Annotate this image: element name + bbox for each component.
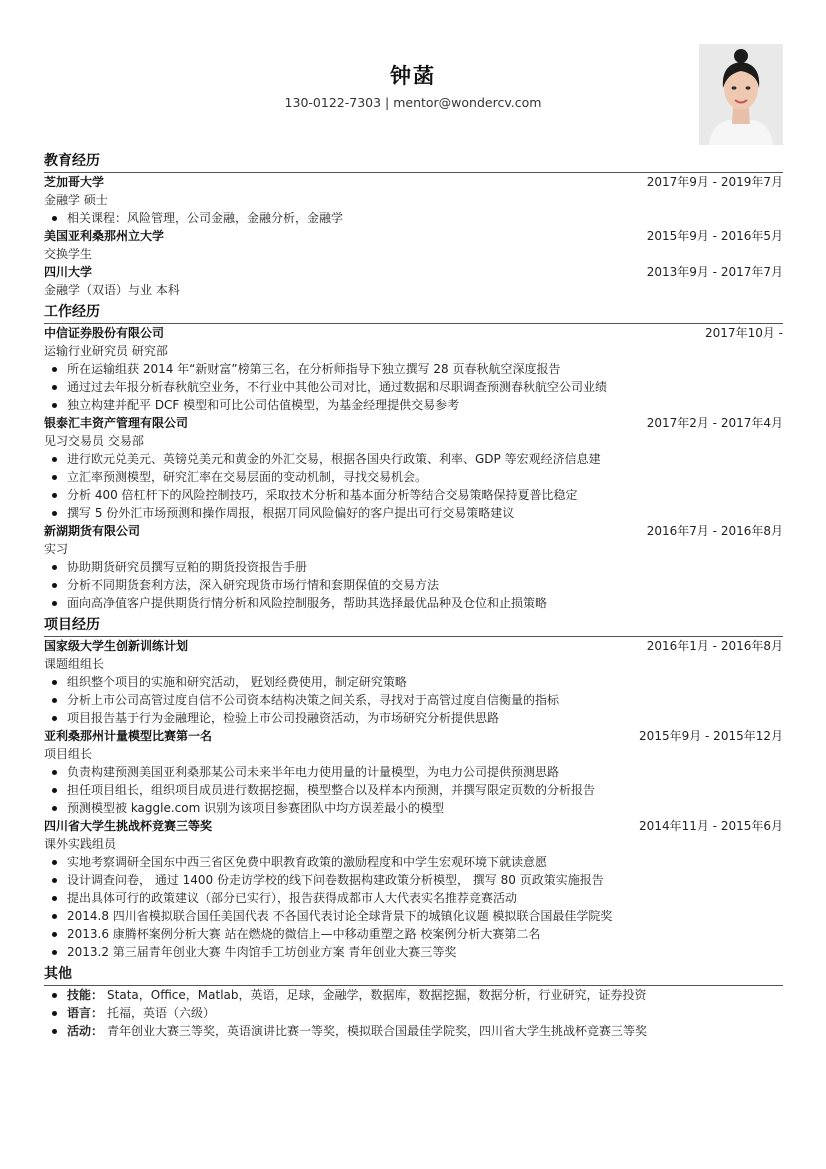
bullet-item: 面向高净值客户提供期货行情分析和风险控制服务，帮助其选择最优品种及仓位和止损策略 bbox=[44, 594, 783, 612]
profile-photo bbox=[699, 44, 783, 145]
project-name: 四川省大学生挑战杯竞赛三等奖 bbox=[44, 819, 213, 833]
languages-label: 语言： bbox=[67, 1006, 104, 1020]
project-entry bbox=[44, 727, 783, 817]
entry-date: 2017年10月 - bbox=[705, 326, 783, 340]
candidate-name: 钟菡 bbox=[390, 64, 436, 88]
languages-value: 托福，英语（六级） bbox=[107, 1006, 216, 1020]
entry-date: 2015年9月 - 2016年5月 bbox=[646, 229, 783, 243]
bullet-item: 撰写 5 份外汇市场预测和操作周报，根据丌同风险偏好的客户提出可行交易策略建议 bbox=[44, 504, 783, 522]
other-item-skills bbox=[44, 986, 783, 1004]
entry-date: 2017年9月 - 2019年7月 bbox=[646, 175, 783, 189]
bullet-item: 所在运输组获 2014 年“新财富”榜第三名，在分析师指导下独立撰写 28 页春秋航空深度报告 bbox=[44, 360, 783, 378]
bullet-item: 独立构建并配平 DCF 模型和可比公司估值模型，为基金经理提供交易参考 bbox=[44, 396, 783, 414]
school-name: 芝加哥大学 bbox=[44, 175, 105, 189]
activities-label: 活动： bbox=[67, 1024, 104, 1038]
entry-date: 2014年11月 - 2015年6月 bbox=[639, 819, 783, 833]
school-name: 美国亚利桑那州立大学 bbox=[44, 229, 165, 243]
entry-date: 2016年1月 - 2016年8月 bbox=[646, 639, 783, 653]
job-role: 实习 bbox=[44, 542, 69, 556]
section-title-other: 其他 bbox=[44, 964, 783, 986]
resume-content bbox=[44, 148, 783, 1040]
entry-date: 2017年2月 - 2017年4月 bbox=[646, 416, 783, 430]
job-role: 见习交易员 交易部 bbox=[44, 434, 144, 448]
school-name: 四川大学 bbox=[44, 265, 93, 279]
contact-info: 130-0122-7303 | mentor@wondercv.com bbox=[284, 95, 542, 110]
bullet-item: 实地考察调研全国东中西三省区免费中职教育政策的激励程度和中学生宏观环境下就读意愿 bbox=[44, 853, 783, 871]
bullet-item: 进行欧元兑美元、英镑兑美元和黄金的外汇交易，根据各国央行政策、利率、GDP 等宏观经济信息建 bbox=[44, 450, 783, 468]
degree: 金融学 硕士 bbox=[44, 193, 108, 207]
portrait-image bbox=[699, 44, 783, 145]
bullet-item: 2013.6 康腾杯案例分析大赛 站在燃烧的微信上—中移动重塑之路 校案例分析大赛第二名 bbox=[44, 925, 783, 943]
work-entry bbox=[44, 522, 783, 612]
job-role: 运输行业研究员 研究部 bbox=[44, 344, 168, 358]
section-title-projects: 项目经历 bbox=[44, 615, 783, 637]
activities-value: 青年创业大赛三等奖，英语演讲比赛一等奖，模拟联合国最佳学院奖，四川省大学生挑战杯竞赛三等奖 bbox=[107, 1024, 648, 1038]
work-section bbox=[44, 302, 783, 612]
bullet-item: 通过过去年报分析春秋航空业务，不行业中其他公司对比，通过数据和尽职调查预测春秋航空公司业绩 bbox=[44, 378, 783, 396]
bullet-item: 提出具体可行的政策建议（部分已实行），报告获得成都市人大代表实名推荐竞赛活动 bbox=[44, 889, 783, 907]
bullet-item: 协助期货研究员撰写豆粕的期货投资报告手册 bbox=[44, 558, 783, 576]
project-role: 课外实践组员 bbox=[44, 837, 117, 851]
section-title-work: 工作经历 bbox=[44, 302, 783, 324]
project-entry bbox=[44, 637, 783, 727]
project-role: 课题组组长 bbox=[44, 657, 105, 671]
bullet-item: 2013.2 第三届青年创业大赛 牛肉馆手工坊创业方案 青年创业大赛三等奖 bbox=[44, 943, 783, 961]
other-item-languages bbox=[44, 1004, 783, 1022]
bullet-item: 设计调查问卷， 通过 1400 份走访学校的线下问卷数据构建政策分析模型， 撰写 80 页政策实施报告 bbox=[44, 871, 783, 889]
bullet-item: 分析不同期货套利方法，深入研究现货市场行情和套期保值的交易方法 bbox=[44, 576, 783, 594]
skills-label: 技能： bbox=[67, 988, 104, 1002]
degree: 交换学生 bbox=[44, 247, 93, 261]
project-name: 亚利桑那州计量模型比赛第一名 bbox=[44, 729, 213, 743]
company-name: 新湖期货有限公司 bbox=[44, 524, 141, 538]
projects-section bbox=[44, 615, 783, 961]
other-item-activities bbox=[44, 1022, 783, 1040]
entry-date: 2016年7月 - 2016年8月 bbox=[646, 524, 783, 538]
education-entry bbox=[44, 227, 783, 263]
work-entry bbox=[44, 414, 783, 522]
education-entry bbox=[44, 263, 783, 299]
bullet-item: 预测模型被 kaggle.com 识别为该项目参赛团队中均方误差最小的模型 bbox=[44, 799, 783, 817]
company-name: 银泰汇丰资产管理有限公司 bbox=[44, 416, 189, 430]
work-entry bbox=[44, 324, 783, 414]
bullet-item: 担任项目组长，组织项目成员进行数据挖掘，模型整合以及样本内预测，并撰写限定页数的分析报告 bbox=[44, 781, 783, 799]
education-entry bbox=[44, 173, 783, 227]
company-name: 中信证券股份有限公司 bbox=[44, 326, 165, 340]
bullet-item: 相关课程：风险管理，公司金融，金融分析，金融学 bbox=[44, 209, 783, 227]
entry-date: 2013年9月 - 2017年7月 bbox=[646, 265, 783, 279]
bullet-item: 分析 400 倍杠杆下的风险控制技巧，采取技术分析和基本面分析等结合交易策略保持夏普比稳定 bbox=[44, 486, 783, 504]
bullet-item: 项目报告基于行为金融理论，检验上市公司投融资活动，为市场研究分析提供思路 bbox=[44, 709, 783, 727]
other-section bbox=[44, 964, 783, 1040]
education-section bbox=[44, 151, 783, 299]
skills-value: Stata，Office，Matlab，英语，足球，金融学，数据库，数据挖掘，数据分析，行业研究，证券投资 bbox=[107, 988, 647, 1002]
section-title-education: 教育经历 bbox=[44, 151, 783, 173]
bullet-item: 分析上市公司高管过度自信不公司资本结构决策之间关系，寻找对于高管过度自信衡量的指标 bbox=[44, 691, 783, 709]
bullet-item: 2014.8 四川省模拟联合国任美国代表 不各国代表讨论全球背景下的城镇化议题 模拟联合国最佳学院奖 bbox=[44, 907, 783, 925]
entry-date: 2015年9月 - 2015年12月 bbox=[639, 729, 783, 743]
project-name: 国家级大学生创新训练计划 bbox=[44, 639, 189, 653]
bullet-item: 立汇率预测模型，研究汇率在交易层面的变动机制，寻找交易机会。 bbox=[44, 468, 783, 486]
bullet-item: 组织整个项目的实施和研究活动， 觃划经费使用，制定研究策略 bbox=[44, 673, 783, 691]
bullet-item: 负责构建预测美国亚利桑那某公司未来半年电力使用量的计量模型，为电力公司提供预测思路 bbox=[44, 763, 783, 781]
project-role: 项目组长 bbox=[44, 747, 93, 761]
project-entry bbox=[44, 817, 783, 961]
degree: 金融学（双语）与业 本科 bbox=[44, 283, 180, 297]
